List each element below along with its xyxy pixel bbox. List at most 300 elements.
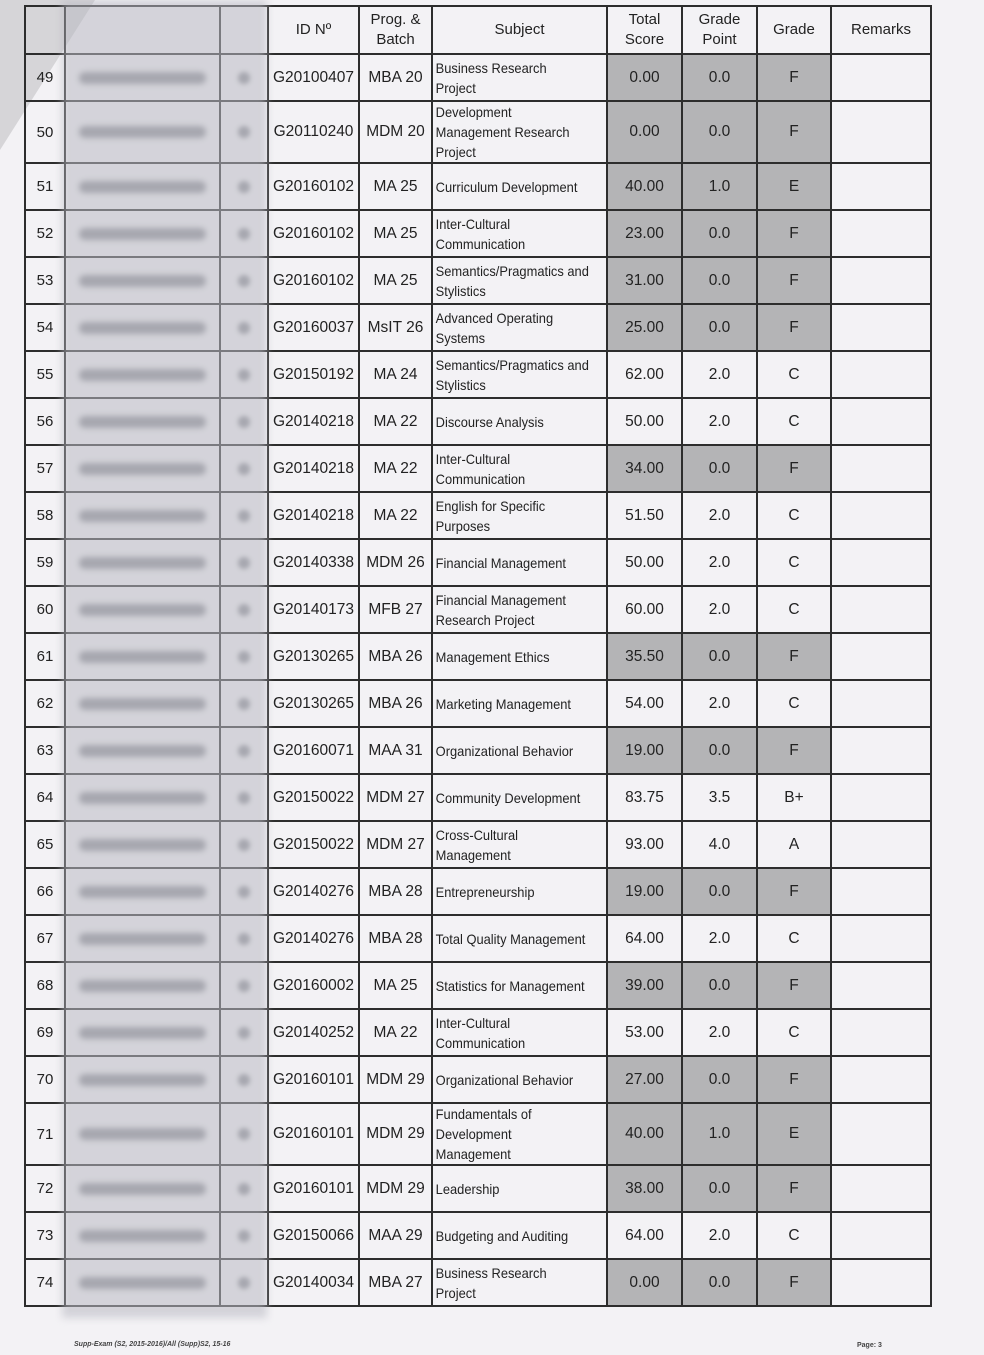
table-row: [25, 1056, 931, 1103]
subject: Leadership: [432, 1165, 593, 1212]
footer-page-number: Page: 3: [857, 1342, 882, 1349]
row-number: 63: [25, 727, 65, 774]
table-row: [25, 633, 931, 680]
grade-point: 2.0: [682, 398, 757, 445]
full-name-redacted: [65, 492, 220, 539]
redacted-sex-blur: [238, 275, 250, 287]
program-batch: MDM 26: [359, 539, 432, 586]
subject: Budgeting and Auditing: [432, 1212, 593, 1259]
grade-point: 0.0: [682, 304, 757, 351]
grade: C: [757, 1212, 831, 1259]
total-score: 62.00: [607, 351, 682, 398]
total-score: 0.00: [607, 54, 682, 101]
redacted-name-blur: [79, 792, 206, 804]
grade-point: 0.0: [682, 1259, 757, 1306]
row-number: 50: [25, 101, 65, 163]
redacted-sex-blur: [238, 651, 250, 663]
program-batch: MA 22: [359, 445, 432, 492]
student-id: G20160102: [268, 257, 359, 304]
header-sex: [220, 6, 268, 54]
grade-point: 1.0: [682, 1103, 757, 1165]
grade-point: 0.0: [682, 257, 757, 304]
total-score: 50.00: [607, 539, 682, 586]
table-row: [25, 351, 931, 398]
student-id: G20140276: [268, 868, 359, 915]
table-row: [25, 1103, 931, 1165]
student-id: G20140338: [268, 539, 359, 586]
subject: Semantics/Pragmatics and Stylistics: [432, 257, 593, 304]
subject: Discourse Analysis: [432, 398, 593, 445]
program-batch: MAA 31: [359, 727, 432, 774]
total-score: 60.00: [607, 586, 682, 633]
grade-point: 2.0: [682, 1009, 757, 1056]
remarks: [831, 915, 931, 962]
student-id: G20150066: [268, 1212, 359, 1259]
grade: C: [757, 680, 831, 727]
row-number: 71: [25, 1103, 65, 1165]
table-row: [25, 398, 931, 445]
program-batch: MBA 20: [359, 54, 432, 101]
results-table: [24, 5, 932, 1307]
grade: F: [757, 257, 831, 304]
subject: Advanced Operating Systems: [432, 304, 593, 351]
full-name-redacted: [65, 774, 220, 821]
full-name-redacted: [65, 915, 220, 962]
table-header-row: [25, 6, 931, 54]
table-row: [25, 1259, 931, 1306]
student-id: G20160037: [268, 304, 359, 351]
remarks: [831, 304, 931, 351]
subject: Business Research Project: [432, 54, 593, 101]
subject: Statistics for Management: [432, 962, 593, 1009]
redacted-name-blur: [79, 369, 206, 381]
redacted-sex-blur: [238, 463, 250, 475]
remarks: [831, 962, 931, 1009]
student-id: G20100407: [268, 54, 359, 101]
grade: C: [757, 398, 831, 445]
program-batch: MDM 29: [359, 1103, 432, 1165]
subject: Community Development: [432, 774, 593, 821]
student-id: G20160002: [268, 962, 359, 1009]
program-batch: MBA 27: [359, 1259, 432, 1306]
total-score: 0.00: [607, 101, 682, 163]
row-number: 60: [25, 586, 65, 633]
program-batch: MA 25: [359, 962, 432, 1009]
row-number: 55: [25, 351, 65, 398]
sex-redacted: [220, 1056, 268, 1103]
remarks: [831, 1056, 931, 1103]
grade: C: [757, 539, 831, 586]
sex-redacted: [220, 351, 268, 398]
redacted-sex-blur: [238, 792, 250, 804]
redacted-sex-blur: [238, 322, 250, 334]
grade-point: 0.0: [682, 1056, 757, 1103]
table-row: [25, 1165, 931, 1212]
grade-point: 2.0: [682, 915, 757, 962]
grade-point: 3.5: [682, 774, 757, 821]
table-row: [25, 163, 931, 210]
student-id: G20160101: [268, 1056, 359, 1103]
program-batch: MsIT 26: [359, 304, 432, 351]
row-number: 56: [25, 398, 65, 445]
full-name-redacted: [65, 54, 220, 101]
redacted-sex-blur: [238, 557, 250, 569]
table-row: [25, 101, 931, 163]
student-id: G20140218: [268, 445, 359, 492]
student-id: G20150192: [268, 351, 359, 398]
row-number: 61: [25, 633, 65, 680]
footer-document-ref: Supp-Exam (S2, 2015-2016)/All (Supp)S2, 15-16: [74, 1341, 231, 1348]
full-name-redacted: [65, 727, 220, 774]
full-name-redacted: [65, 1009, 220, 1056]
redacted-name-blur: [79, 1128, 206, 1140]
table-row: [25, 492, 931, 539]
grade-point: 0.0: [682, 727, 757, 774]
full-name-redacted: [65, 633, 220, 680]
sex-redacted: [220, 868, 268, 915]
student-id: G20140252: [268, 1009, 359, 1056]
full-name-redacted: [65, 1212, 220, 1259]
row-number: 73: [25, 1212, 65, 1259]
program-batch: MA 22: [359, 1009, 432, 1056]
full-name-redacted: [65, 680, 220, 727]
total-score: 31.00: [607, 257, 682, 304]
table-row: [25, 54, 931, 101]
redacted-name-blur: [79, 1277, 206, 1289]
redacted-sex-blur: [238, 228, 250, 240]
total-score: 25.00: [607, 304, 682, 351]
grade-point: 0.0: [682, 633, 757, 680]
full-name-redacted: [65, 1103, 220, 1165]
grade-point: 0.0: [682, 54, 757, 101]
header-grade-point: Grade Point: [682, 6, 757, 54]
redacted-name-blur: [79, 72, 206, 84]
redacted-name-blur: [79, 181, 206, 193]
remarks: [831, 351, 931, 398]
redacted-name-blur: [79, 1230, 206, 1242]
redacted-name-blur: [79, 275, 206, 287]
sex-redacted: [220, 539, 268, 586]
student-id: G20110240: [268, 101, 359, 163]
total-score: 38.00: [607, 1165, 682, 1212]
remarks: [831, 1103, 931, 1165]
sex-redacted: [220, 680, 268, 727]
redacted-name-blur: [79, 126, 206, 138]
sex-redacted: [220, 633, 268, 680]
program-batch: MA 22: [359, 492, 432, 539]
subject: Inter-Cultural Communication: [432, 1009, 593, 1056]
student-id: G20160102: [268, 163, 359, 210]
sex-redacted: [220, 962, 268, 1009]
total-score: 50.00: [607, 398, 682, 445]
grade: F: [757, 101, 831, 163]
header-prog-batch: Prog. & Batch: [359, 6, 432, 54]
redacted-sex-blur: [238, 745, 250, 757]
sex-redacted: [220, 398, 268, 445]
program-batch: MBA 26: [359, 633, 432, 680]
student-id: G20140173: [268, 586, 359, 633]
grade: E: [757, 163, 831, 210]
remarks: [831, 1259, 931, 1306]
full-name-redacted: [65, 1259, 220, 1306]
table-row: [25, 445, 931, 492]
row-number: 67: [25, 915, 65, 962]
redacted-name-blur: [79, 1074, 206, 1086]
row-number: 65: [25, 821, 65, 868]
sex-redacted: [220, 915, 268, 962]
grade: A: [757, 821, 831, 868]
sex-redacted: [220, 492, 268, 539]
subject: Total Quality Management: [432, 915, 593, 962]
grade: F: [757, 633, 831, 680]
sex-redacted: [220, 1165, 268, 1212]
grade: F: [757, 1056, 831, 1103]
header-id-no: ID Nº: [268, 6, 359, 54]
sex-redacted: [220, 445, 268, 492]
redacted-sex-blur: [238, 1230, 250, 1242]
remarks: [831, 445, 931, 492]
remarks: [831, 54, 931, 101]
total-score: 93.00: [607, 821, 682, 868]
header-full-name: [65, 6, 220, 54]
sex-redacted: [220, 257, 268, 304]
grade: C: [757, 1009, 831, 1056]
row-number: 66: [25, 868, 65, 915]
total-score: 64.00: [607, 915, 682, 962]
grade-point: 1.0: [682, 163, 757, 210]
full-name-redacted: [65, 868, 220, 915]
total-score: 53.00: [607, 1009, 682, 1056]
row-number: 58: [25, 492, 65, 539]
remarks: [831, 821, 931, 868]
table-row: [25, 539, 931, 586]
student-id: G20140034: [268, 1259, 359, 1306]
row-number: 49: [25, 54, 65, 101]
remarks: [831, 398, 931, 445]
row-number: 68: [25, 962, 65, 1009]
remarks: [831, 774, 931, 821]
remarks: [831, 727, 931, 774]
grade-point: 2.0: [682, 586, 757, 633]
row-number: 62: [25, 680, 65, 727]
total-score: 54.00: [607, 680, 682, 727]
total-score: 40.00: [607, 163, 682, 210]
redacted-name-blur: [79, 745, 206, 757]
subject: Management Ethics: [432, 633, 593, 680]
redacted-name-blur: [79, 557, 206, 569]
student-id: G20160071: [268, 727, 359, 774]
remarks: [831, 680, 931, 727]
total-score: 23.00: [607, 210, 682, 257]
redacted-name-blur: [79, 322, 206, 334]
sex-redacted: [220, 304, 268, 351]
total-score: 64.00: [607, 1212, 682, 1259]
program-batch: MDM 29: [359, 1165, 432, 1212]
header-remarks: Remarks: [831, 6, 931, 54]
total-score: 83.75: [607, 774, 682, 821]
grade: C: [757, 492, 831, 539]
program-batch: MBA 26: [359, 680, 432, 727]
sex-redacted: [220, 163, 268, 210]
redacted-sex-blur: [238, 980, 250, 992]
redacted-name-blur: [79, 510, 206, 522]
row-number: 64: [25, 774, 65, 821]
table-row: [25, 304, 931, 351]
full-name-redacted: [65, 304, 220, 351]
redacted-sex-blur: [238, 933, 250, 945]
remarks: [831, 210, 931, 257]
redacted-sex-blur: [238, 1183, 250, 1195]
total-score: 39.00: [607, 962, 682, 1009]
row-number: 57: [25, 445, 65, 492]
grade: E: [757, 1103, 831, 1165]
subject: Development Management Research Project: [432, 101, 593, 163]
student-id: G20140276: [268, 915, 359, 962]
program-batch: MA 22: [359, 398, 432, 445]
full-name-redacted: [65, 962, 220, 1009]
redacted-sex-blur: [238, 416, 250, 428]
grade-point: 2.0: [682, 492, 757, 539]
sex-redacted: [220, 1009, 268, 1056]
grade-point: 0.0: [682, 445, 757, 492]
table-row: [25, 962, 931, 1009]
student-id: G20130265: [268, 633, 359, 680]
remarks: [831, 101, 931, 163]
subject: Organizational Behavior: [432, 1056, 593, 1103]
row-number: 74: [25, 1259, 65, 1306]
total-score: 19.00: [607, 868, 682, 915]
redacted-name-blur: [79, 228, 206, 240]
student-id: G20160101: [268, 1103, 359, 1165]
table-row: [25, 821, 931, 868]
redacted-sex-blur: [238, 1074, 250, 1086]
grade: C: [757, 586, 831, 633]
remarks: [831, 1212, 931, 1259]
sex-redacted: [220, 101, 268, 163]
grade-point: 2.0: [682, 1212, 757, 1259]
student-id: G20160102: [268, 210, 359, 257]
program-batch: MAA 29: [359, 1212, 432, 1259]
full-name-redacted: [65, 210, 220, 257]
sex-redacted: [220, 774, 268, 821]
student-id: G20150022: [268, 821, 359, 868]
program-batch: MA 25: [359, 257, 432, 304]
redacted-name-blur: [79, 1183, 206, 1195]
redacted-sex-blur: [238, 1027, 250, 1039]
row-number: 69: [25, 1009, 65, 1056]
header-total-score: Total Score: [607, 6, 682, 54]
total-score: 34.00: [607, 445, 682, 492]
program-batch: MDM 27: [359, 774, 432, 821]
grade-point: 0.0: [682, 101, 757, 163]
table-row: [25, 586, 931, 633]
redacted-sex-blur: [238, 181, 250, 193]
program-batch: MDM 20: [359, 101, 432, 163]
redacted-sex-blur: [238, 839, 250, 851]
grade: F: [757, 868, 831, 915]
subject: Fundamentals of Development Management: [432, 1103, 593, 1165]
redacted-name-blur: [79, 651, 206, 663]
full-name-redacted: [65, 1165, 220, 1212]
redacted-sex-blur: [238, 604, 250, 616]
grade: F: [757, 304, 831, 351]
table-row: [25, 868, 931, 915]
grade-point: 0.0: [682, 962, 757, 1009]
full-name-redacted: [65, 586, 220, 633]
program-batch: MA 24: [359, 351, 432, 398]
sex-redacted: [220, 54, 268, 101]
redacted-sex-blur: [238, 886, 250, 898]
table-row: [25, 1009, 931, 1056]
grade-point: 0.0: [682, 210, 757, 257]
grade-point: 4.0: [682, 821, 757, 868]
subject: Organizational Behavior: [432, 727, 593, 774]
subject: Curriculum Development: [432, 163, 593, 210]
subject: Inter-Cultural Communication: [432, 445, 593, 492]
total-score: 51.50: [607, 492, 682, 539]
full-name-redacted: [65, 445, 220, 492]
grade-point: 2.0: [682, 539, 757, 586]
header-subject: Subject: [432, 6, 607, 54]
grade: F: [757, 210, 831, 257]
row-number: 70: [25, 1056, 65, 1103]
table-row: [25, 727, 931, 774]
sex-redacted: [220, 727, 268, 774]
student-id: G20140218: [268, 492, 359, 539]
table-row: [25, 774, 931, 821]
grade: F: [757, 1259, 831, 1306]
grade: C: [757, 351, 831, 398]
subject: Business Research Project: [432, 1259, 593, 1306]
redacted-name-blur: [79, 980, 206, 992]
redacted-name-blur: [79, 698, 206, 710]
grade-point: 0.0: [682, 868, 757, 915]
full-name-redacted: [65, 539, 220, 586]
grade-point: 0.0: [682, 1165, 757, 1212]
redacted-sex-blur: [238, 510, 250, 522]
program-batch: MDM 29: [359, 1056, 432, 1103]
program-batch: MBA 28: [359, 915, 432, 962]
subject: Financial Management Research Project: [432, 586, 593, 633]
full-name-redacted: [65, 257, 220, 304]
row-number: 51: [25, 163, 65, 210]
row-number: 52: [25, 210, 65, 257]
remarks: [831, 257, 931, 304]
full-name-redacted: [65, 1056, 220, 1103]
grade: C: [757, 915, 831, 962]
remarks: [831, 492, 931, 539]
redacted-sex-blur: [238, 126, 250, 138]
redacted-sex-blur: [238, 698, 250, 710]
remarks: [831, 586, 931, 633]
sex-redacted: [220, 1212, 268, 1259]
full-name-redacted: [65, 351, 220, 398]
total-score: 19.00: [607, 727, 682, 774]
program-batch: MA 25: [359, 163, 432, 210]
sex-redacted: [220, 1103, 268, 1165]
subject: Semantics/Pragmatics and Stylistics: [432, 351, 593, 398]
student-id: G20160101: [268, 1165, 359, 1212]
redacted-name-blur: [79, 886, 206, 898]
redacted-name-blur: [79, 1027, 206, 1039]
remarks: [831, 163, 931, 210]
program-batch: MBA 28: [359, 868, 432, 915]
subject: English for Specific Purposes: [432, 492, 593, 539]
redacted-sex-blur: [238, 72, 250, 84]
table-row: [25, 257, 931, 304]
full-name-redacted: [65, 398, 220, 445]
redacted-sex-blur: [238, 1128, 250, 1140]
